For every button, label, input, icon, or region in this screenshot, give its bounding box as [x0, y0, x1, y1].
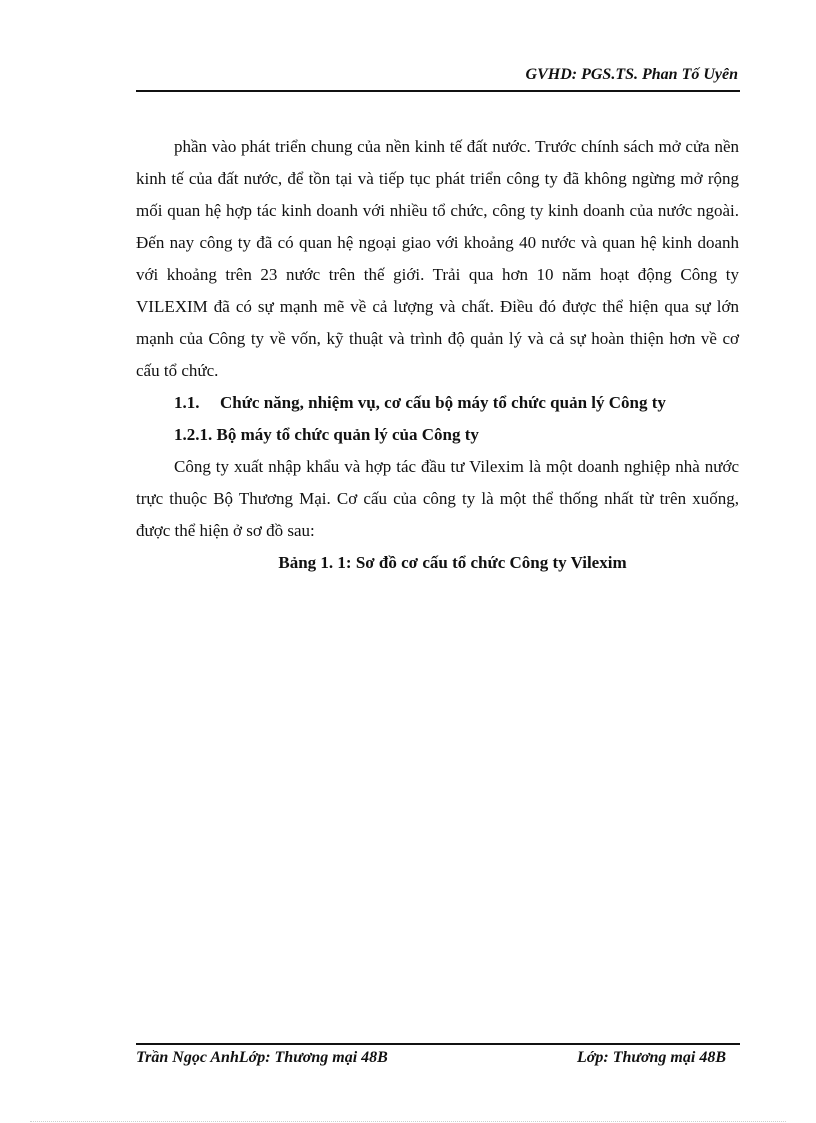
- page-body: [136, 131, 739, 579]
- page-edge-divider: [30, 1121, 786, 1122]
- footer-class: Lớp: Thương mại 48B: [577, 1049, 726, 1066]
- section-title: Chức năng, nhiệm vụ, cơ cấu bộ máy tổ chức quản lý Công ty: [220, 393, 666, 412]
- header-supervisor: GVHD: PGS.TS. Phan Tố Uyên: [525, 66, 738, 83]
- body-paragraph: Công ty xuất nhập khẩu và hợp tác đầu tư Vilexim là một doanh nghiệp nhà nước trực thuộc Bộ Thương Mại. Cơ cấu của công ty là một thể thống nhất từ trên xuống, được thể hiện ở sơ đồ sau:: [136, 457, 739, 540]
- body-paragraph: phần vào phát triển chung của nền kinh tế đất nước. Trước chính sách mở cửa nền kinh tế của đất nước, để tồn tại và tiếp tục phát triển công ty đã không ngừng mở rộng mối quan hệ hợp tác kinh doanh với nhiều tổ chức, công ty kinh doanh của nước ngoài. Đến nay công ty đã có quan hệ ngoại giao với khoảng 40 nước và quan hệ kinh doanh với khoảng trên 23 nước trên thế giới. Trải qua hơn 10 năm hoạt động Công ty VILEXIM đã có sự mạnh mẽ về cả lượng và chất. Điều đó được thể hiện qua sự lớn mạnh của Công ty về vốn, kỹ thuật và trình độ quản lý và cả sự hoàn thiện hơn về cơ cấu tổ chức.: [136, 137, 739, 380]
- section-heading: [136, 387, 739, 419]
- table-caption: Bảng 1. 1: Sơ đồ cơ cấu tổ chức Công ty Vilexim: [278, 553, 627, 572]
- section-number: 1.1.: [174, 393, 200, 412]
- page-footer: [136, 1043, 740, 1066]
- page-header: [136, 66, 740, 92]
- subsection-heading: 1.2.1. Bộ máy tổ chức quản lý của Công ty: [174, 425, 479, 444]
- footer-author: Trần Ngọc AnhLớp: Thương mại 48B: [136, 1049, 388, 1066]
